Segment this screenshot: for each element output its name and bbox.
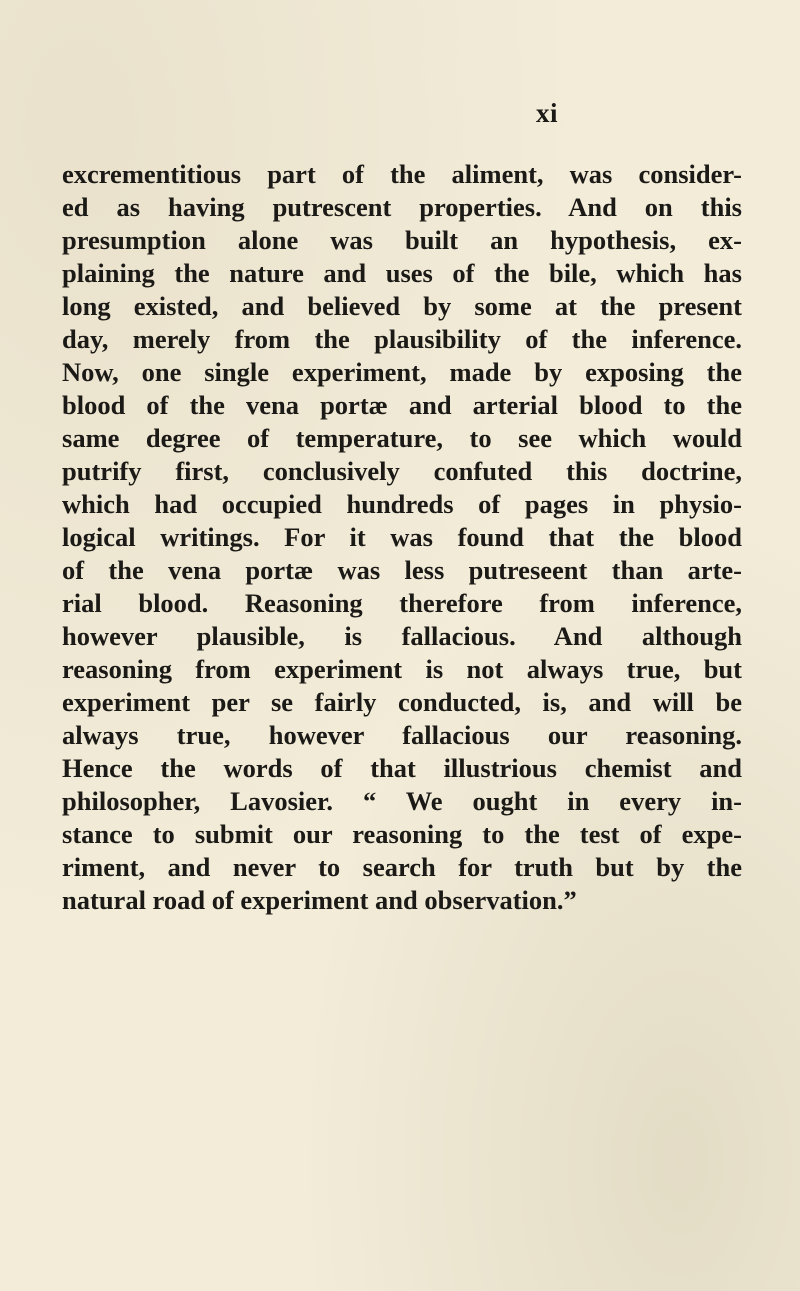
text-line: Hence the words of that illustrious chemist and bbox=[62, 753, 742, 783]
text-line: reasoning from experiment is not always true, but bbox=[62, 654, 742, 684]
text-line: presumption alone was built an hypothesis, ex- bbox=[62, 225, 742, 255]
text-line: natural road of experiment and observation.” bbox=[62, 885, 577, 915]
page-number: xi bbox=[536, 98, 559, 128]
text-line: blood of the vena portæ and arterial blood to the bbox=[62, 390, 742, 420]
text-line: which had occupied hundreds of pages in physio- bbox=[62, 489, 742, 519]
text-line: always true, however fallacious our reasoning. bbox=[62, 720, 742, 750]
body-text bbox=[62, 158, 742, 917]
text-line: day, merely from the plausibility of the inference. bbox=[62, 324, 742, 354]
text-line: however plausible, is fallacious. And although bbox=[62, 621, 742, 651]
text-line: ed as having putrescent properties. And on this bbox=[62, 192, 742, 222]
text-line: rial blood. Reasoning therefore from inference, bbox=[62, 588, 742, 618]
text-line: plaining the nature and uses of the bile, which has bbox=[62, 258, 742, 288]
text-line: of the vena portæ was less putreseent than arte- bbox=[62, 555, 742, 585]
text-line: excrementitious part of the aliment, was consider- bbox=[62, 159, 742, 189]
text-line: Now, one single experiment, made by exposing the bbox=[62, 357, 742, 387]
text-line: riment, and never to search for truth but by the bbox=[62, 852, 742, 882]
text-line: stance to submit our reasoning to the test of expe- bbox=[62, 819, 742, 849]
text-line: logical writings. For it was found that the blood bbox=[62, 522, 742, 552]
text-line: experiment per se fairly conducted, is, and will be bbox=[62, 687, 742, 717]
text-line: philosopher, Lavosier. “ We ought in every in- bbox=[62, 786, 742, 816]
text-line: same degree of temperature, to see which would bbox=[62, 423, 742, 453]
text-line: putrify first, conclusively confuted this doctrine, bbox=[62, 456, 742, 486]
text-line: long existed, and believed by some at the present bbox=[62, 291, 742, 321]
